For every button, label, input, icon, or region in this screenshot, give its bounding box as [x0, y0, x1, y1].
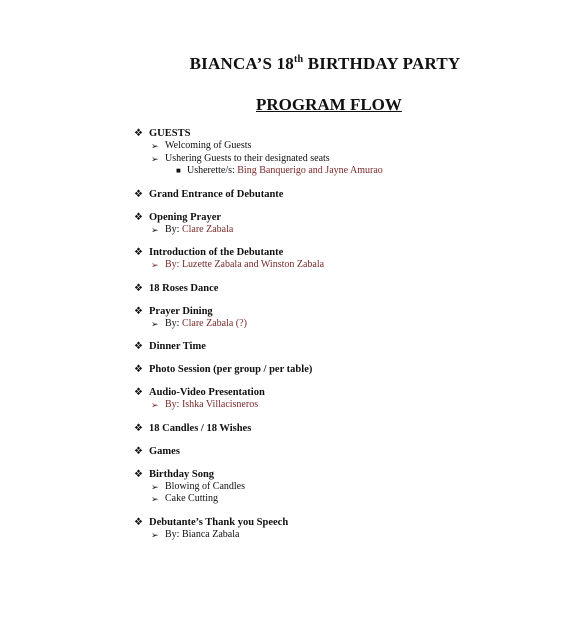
program-section [134, 386, 574, 412]
program-section [134, 422, 574, 435]
program-section [134, 363, 574, 376]
diamond-bullet-icon: ❖ [134, 247, 143, 258]
section-title: GUESTS [149, 128, 191, 139]
section-title: 18 Roses Dance [149, 282, 219, 294]
diamond-bullet-icon: ❖ [134, 341, 143, 352]
item-text [165, 224, 233, 237]
title-suffix: BIRTHDAY PARTY [303, 54, 461, 73]
program-section [134, 188, 574, 201]
item-text: Ushering Guests to their designated seats [165, 152, 330, 164]
arrow-bullet-icon: ➢ [151, 141, 159, 151]
diamond-bullet-icon: ❖ [134, 128, 143, 139]
arrow-bullet-icon: ➢ [151, 153, 159, 164]
program-section [134, 516, 574, 542]
usherette-names: Bing Banquerigo and Jayne Amurao [237, 165, 383, 176]
arrow-bullet-icon: ➢ [151, 224, 159, 235]
item-text [165, 399, 258, 412]
square-bullet-icon: ■ [176, 166, 181, 175]
section-title: Audio-Video Presentation [149, 387, 265, 398]
page-subtitle: PROGRAM FLOW [256, 95, 402, 114]
title-prefix: BIANCA’S 18 [189, 54, 295, 73]
item-text [165, 259, 324, 272]
item-text [165, 318, 247, 331]
section-title: Opening Prayer [149, 211, 222, 223]
person-name: Ishka Villacisneros [181, 399, 259, 410]
diamond-bullet-icon: ❖ [134, 387, 143, 398]
diamond-bullet-icon: ❖ [134, 188, 143, 200]
section-title: Prayer Dining [149, 305, 213, 317]
program-list [134, 127, 574, 551]
program-section [134, 340, 574, 353]
diamond-bullet-icon: ❖ [134, 364, 143, 375]
section-title: Dinner Time [149, 341, 206, 352]
section-title: Photo Session (per group / per table) [149, 364, 313, 375]
arrow-bullet-icon: ➢ [151, 494, 159, 504]
program-section [134, 211, 574, 237]
program-section [134, 282, 574, 295]
arrow-bullet-icon: ➢ [151, 481, 159, 492]
section-title: Games [149, 445, 180, 457]
item-label: By: [165, 223, 182, 235]
page-title [0, 54, 585, 74]
diamond-bullet-icon: ❖ [134, 211, 143, 223]
item-text: Welcoming of Guests [165, 140, 252, 151]
item-label: By: [165, 317, 182, 329]
diamond-bullet-icon: ❖ [134, 282, 143, 294]
program-section [134, 305, 574, 331]
arrow-bullet-icon: ➢ [151, 318, 159, 329]
item-text: Cake Cutting [165, 493, 219, 504]
subitem-text [187, 165, 383, 178]
arrow-bullet-icon: ➢ [151, 400, 159, 410]
item-label: By: [165, 399, 182, 410]
title-superscript: th [294, 54, 304, 65]
subitem-label: Usherette/s: [187, 165, 238, 176]
section-title: Grand Entrance of Debutante [149, 188, 284, 200]
program-section [134, 246, 574, 272]
diamond-bullet-icon: ❖ [134, 422, 143, 434]
section-title: Debutante’s Thank you Speech [149, 516, 289, 528]
diamond-bullet-icon: ❖ [134, 468, 143, 480]
diamond-bullet-icon: ❖ [134, 516, 143, 528]
program-section [134, 468, 574, 506]
item-text: Blowing of Candles [165, 480, 245, 492]
item-text: By: Bianca Zabala [165, 528, 240, 540]
item-label: By: [165, 259, 182, 270]
arrow-bullet-icon: ➢ [151, 529, 159, 540]
section-title: 18 Candles / 18 Wishes [149, 422, 252, 434]
section-title: Introduction of the Debutante [149, 247, 284, 258]
arrow-bullet-icon: ➢ [151, 260, 159, 270]
person-name: Clare Zabala (?) [181, 317, 247, 329]
program-section [134, 445, 574, 458]
diamond-bullet-icon: ❖ [134, 445, 143, 457]
program-section [134, 127, 574, 178]
diamond-bullet-icon: ❖ [134, 305, 143, 317]
person-name: Clare Zabala [181, 223, 234, 235]
section-title: Birthday Song [149, 468, 215, 480]
person-name: Luzette Zabala and Winston Zabala [181, 259, 325, 270]
